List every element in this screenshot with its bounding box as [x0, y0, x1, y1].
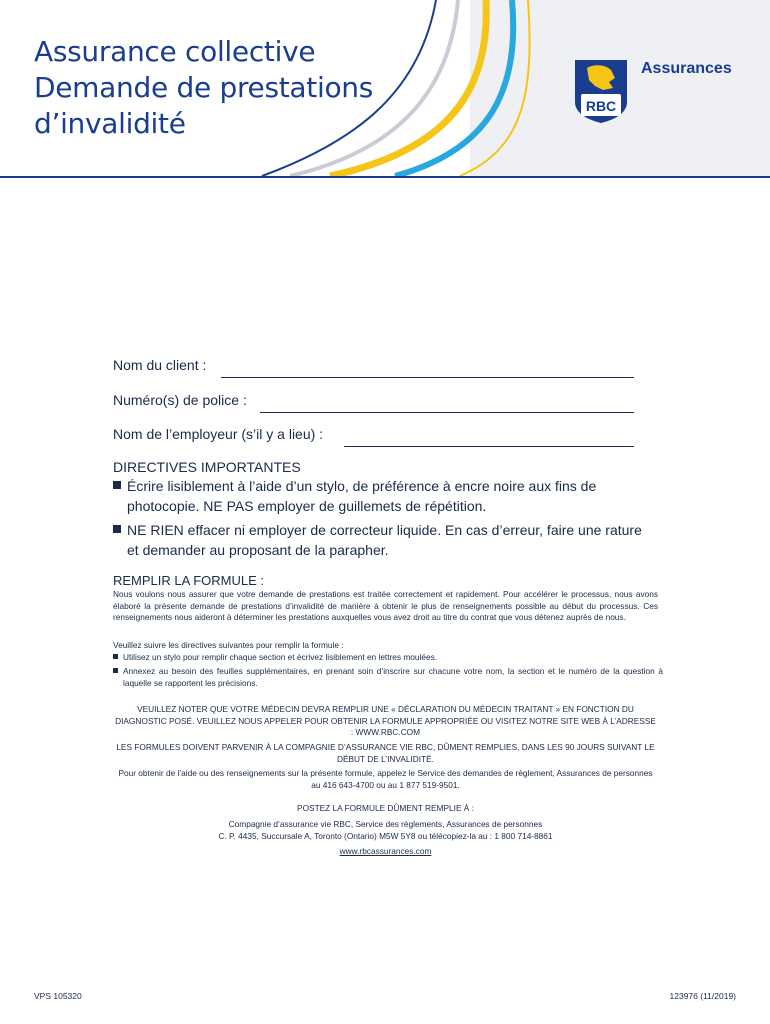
- policy-number-input-line[interactable]: [260, 412, 634, 413]
- directive-item-2: NE RIEN effacer ni employer de correcteur liquide. En cas d’erreur, faire une rature et demander au proposant de la parapher.: [113, 520, 653, 560]
- logo-text: RBC: [585, 98, 617, 114]
- form-code: VPS 105320: [34, 991, 82, 1001]
- square-bullet-icon: [113, 668, 118, 673]
- mail-heading: POSTEZ LA FORMULE DÛMENT REMPLIE À :: [297, 803, 474, 813]
- client-name-label: Nom du client :: [113, 357, 207, 373]
- directives-heading: DIRECTIVES IMPORTANTES: [113, 459, 301, 475]
- doctor-notice: VEUILLEZ NOTER QUE VOTRE MÉDECIN DEVRA REMPLIR UNE « DÉCLARATION DU MÉDECIN TRAITANT » EN FONCTION DU DIAGNOSTIC POSÉ. VEUILLEZ NOUS APPELER POUR OBTENIR LA FORMULE APPROPRIÉE OU VISITEZ NOTRE SITE WEB À L’ADRESSE : WWW.RBC.COM: [115, 704, 656, 737]
- policy-number-field: [113, 392, 634, 412]
- remplir-heading: REMPLIR LA FORMULE :: [113, 573, 264, 588]
- square-bullet-icon: [113, 481, 121, 489]
- remplir-bullet-1: Utilisez un stylo pour remplir chaque section et écrivez lisiblement en lettres moulées.: [113, 652, 663, 664]
- directive-item-1: Écrire lisiblement à l’aide d’un stylo, de préférence à encre noire aux fins de photocopie. NE PAS employer de guillemets de répétition.: [113, 476, 653, 516]
- employer-name-label: Nom de l’employeur (s’il y a lieu) :: [113, 426, 324, 442]
- address-line-1: Compagnie d’assurance vie RBC, Service des règlements, Assurances de personnes: [228, 819, 543, 829]
- deadline-notice: LES FORMULES DOIVENT PARVENIR À LA COMPAGNIE D’ASSURANCE VIE RBC, DÛMENT REMPLIES, DANS LES 90 JOURS SUIVANT LE DÉBUT DE L’INVALIDITÉ.: [116, 742, 655, 764]
- address-line-2: C. P. 4435, Succursale A, Toronto (Ontario) M5W 5Y8 ou télécopiez-la au : 1 800 714-8861: [218, 830, 553, 841]
- client-name-input-line[interactable]: [221, 377, 634, 378]
- form-number-date: 123976 (11/2019): [669, 991, 736, 1001]
- employer-name-input-line[interactable]: [344, 446, 634, 447]
- rbc-lion-shield-logo: [573, 58, 629, 124]
- brand-name: Assurances: [641, 60, 732, 77]
- header-banner: [0, 0, 770, 178]
- website-link[interactable]: www.rbcassurances.com: [339, 846, 432, 856]
- remplir-paragraph-2: Veuillez suivre les directives suivantes pour remplir la formule :: [113, 640, 344, 650]
- employer-name-field: [113, 426, 634, 446]
- client-name-field: [113, 357, 634, 377]
- website-line: [113, 846, 658, 858]
- remplir-bullet-2: Annexez au besoin des feuilles supplémentaires, en prenant soin d’inscrire sur chacune votre nom, la section et le numéro de la question à laquelle se rapportent les précisions.: [113, 666, 663, 689]
- page-title: Assurance collective Demande de prestations d’invalidité: [34, 35, 374, 140]
- square-bullet-icon: [113, 654, 118, 659]
- remplir-paragraph-1: Nous voulons nous assurer que votre demande de prestations est traitée correctement et rapidement. Pour accélérer le processus, nous avons élaboré la présente demande de prestations d’invalidité de manière à obtenir le plus de renseignements possible au début du processus. Ces renseignements nous aideront à déterminer les prestations auxquelles vous avez droit au titre du contrat que vous détenez auprès de nous.: [113, 589, 658, 622]
- square-bullet-icon: [113, 525, 121, 533]
- help-notice: Pour obtenir de l’aide ou des renseignements sur la présente formule, appelez le Service des demandes de règlement, Assurances de personnes au 416 643-4700 ou au 1 877 519-9501.: [118, 768, 653, 790]
- mailing-address: [113, 819, 658, 842]
- policy-number-label: Numéro(s) de police :: [113, 392, 247, 408]
